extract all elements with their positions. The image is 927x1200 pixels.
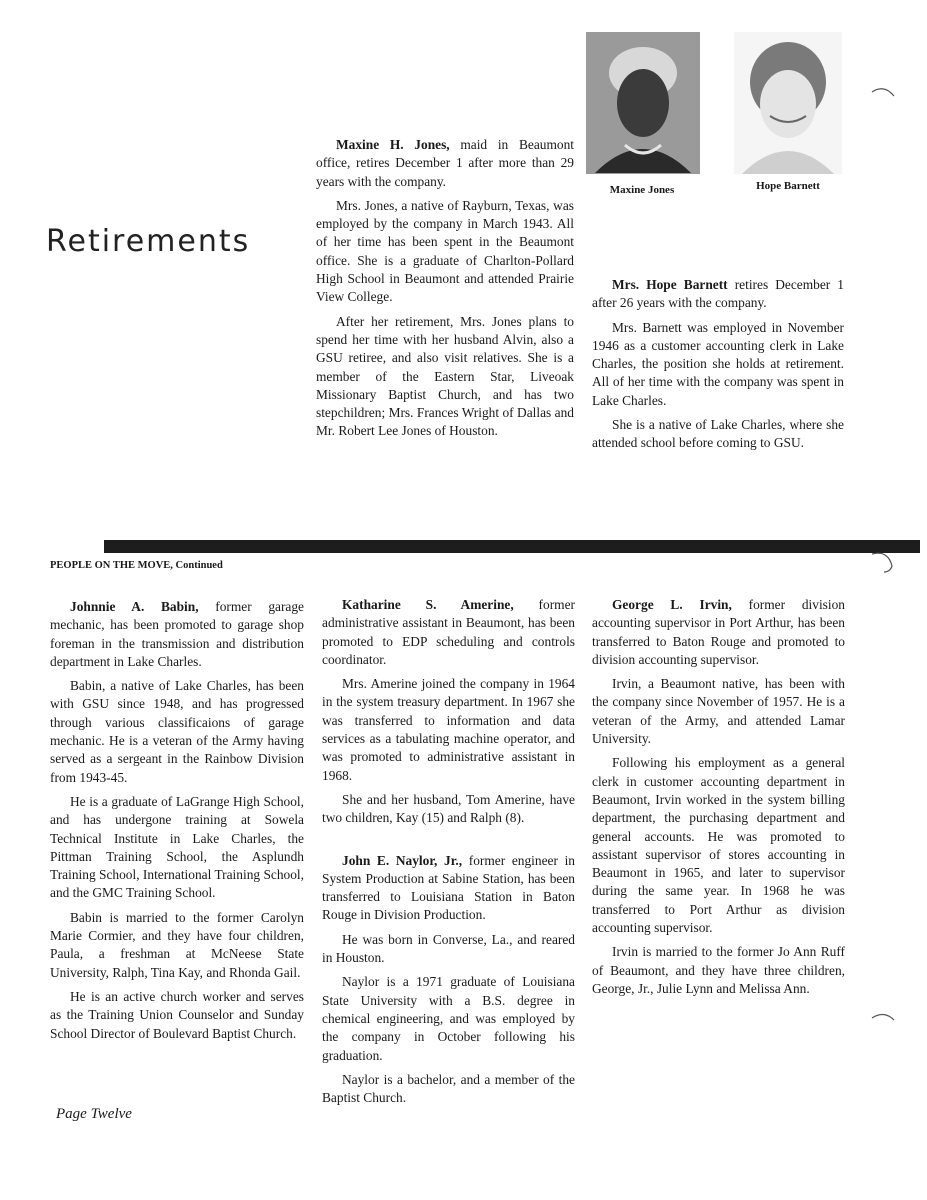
middle-column	[322, 596, 575, 1107]
article-paragraph: Mrs. Amerine joined the company in 1964 in the system treasury department. In 1967 she was transferred to information and data services as a tabulating machine operator, and was promoted to administrative assistant in 1968.	[322, 676, 575, 783]
article-paragraph: Babin, a native of Lake Charles, has been with GSU since 1948, and has progressed through various classificaions of garage mechanic. He is a veteran of the Army having served as a sergeant in the Rainbow Division from 1943-45.	[50, 678, 304, 785]
article-paragraph: Babin is married to the former Carolyn Marie Cormier, and they have four children, Paula, a freshman at McNeese State University, Ralph, Tina Kay, and Rhonda Gail.	[50, 909, 304, 980]
article-paragraph: Mrs. Jones, a native of Rayburn, Texas, was employed by the company in March 1943. All of her time has been spent in the Beaumont office. She is a graduate of Charlton-Pollard High School in Beaumont and attended Prairie View College.	[316, 197, 574, 305]
article-paragraph: Mrs. Hope Barnett retires December 1 after 26 years with the company.	[592, 277, 845, 311]
article-paragraph: Mrs. Barnett was employed in November 1946 as a customer accounting clerk in Lake Charles, the position she holds at retirement. All of her time with the company was spent in Lake Charles.	[592, 319, 844, 408]
binder-hole-mark	[870, 84, 896, 110]
article-paragraph: Naylor is a 1971 graduate of Louisiana State University with a B.S. degree in chemical engineering, and was employed by the company in October following his graduation.	[322, 974, 575, 1063]
photo-caption-jones: Maxine Jones	[609, 184, 675, 196]
article-paragraph: After her retirement, Mrs. Jones plans to spend her time with her husband Alvin, also a GSU retiree, and also visit relatives. She is a member of the Eastern Star, Liveoak Missionary Baptist Church, and has two stepchildren; Mrs. Frances Wright of Dallas and Mr. Robert Lee Jones of Houston.	[316, 313, 574, 439]
article-paragraph: Irvin, a Beaumont native, has been with the company since November of 1957. He is a veteran of the Army, and attended Lamar University.	[592, 676, 845, 747]
page-footer: Page Twelve	[56, 1106, 132, 1122]
photo-caption-barnett: Hope Barnett	[756, 180, 820, 192]
article-paragraph: She is a native of Lake Charles, where she attended school before coming to GSU.	[592, 417, 844, 451]
article-paragraph: Irvin is married to the former Jo Ann Ruff of Beaumont, and they have three children, George, Jr., Julie Lynn and Melissa Ann.	[592, 944, 845, 996]
babin-article	[50, 598, 304, 1043]
article-paragraph: George L. Irvin, former division accounting supervisor in Port Arthur, has been transferred to Baton Rouge and promoted to division accounting supervisor.	[592, 597, 845, 667]
article-paragraph: He is a graduate of LaGrange High School, and has undergone training at Sowela Technical Institute in Lake Charles, the Pittman Training School, the Asplundh Training School, International Training School, and the GMC Training School.	[50, 793, 304, 901]
binder-hole-mark	[870, 548, 896, 574]
barnett-article	[592, 276, 844, 453]
article-paragraph: Following his employment as a general clerk in customer accounting department in Beaumont, Irvin worked in the system billing department, the purchasing department and general accounts. He was promoted to assistant supervisor of stores accounting in Beaumont in 1965, and later to supervisor during the same year. In 1968 he was transferred to Port Arthur as division accounting supervisor.	[592, 755, 845, 936]
jones-article	[316, 136, 574, 441]
article-paragraph: Naylor is a bachelor, and a member of the Baptist Church.	[322, 1071, 575, 1106]
binder-hole-mark	[870, 1010, 896, 1036]
article-paragraph: He was born in Converse, La., and reared in Houston.	[322, 931, 575, 966]
irvin-article	[592, 596, 845, 998]
article-paragraph: He is an active church worker and serves as the Training Union Counselor and Sunday School Director of Boulevard Baptist Church.	[50, 988, 304, 1041]
section-heading: PEOPLE ON THE MOVE, Continued	[50, 560, 223, 571]
portrait-image	[587, 33, 699, 173]
section-title: Retirements	[46, 224, 251, 259]
hope-barnett-photo	[734, 32, 842, 174]
section-divider	[104, 540, 920, 553]
portrait-image	[734, 32, 842, 174]
article-paragraph: She and her husband, Tom Amerine, have two children, Kay (15) and Ralph (8).	[322, 791, 575, 826]
article-paragraph: Maxine H. Jones, maid in Beaumont office, retires December 1 after more than 29 years with the company.	[316, 137, 574, 189]
maxine-jones-photo	[586, 32, 700, 174]
article-paragraph: Katharine S. Amerine, former administrative assistant in Beaumont, has been promoted to EDP scheduling and controls coordinator.	[322, 597, 575, 667]
article-paragraph: Johnnie A. Babin, former garage mechanic, has been promoted to garage shop foreman in the transmission and distribution department in Lake Charles.	[50, 599, 304, 669]
article-paragraph: John E. Naylor, Jr., former engineer in System Production at Sabine Station, has been transferred to Louisiana Station in Baton Rouge in Division Production.	[322, 852, 575, 923]
